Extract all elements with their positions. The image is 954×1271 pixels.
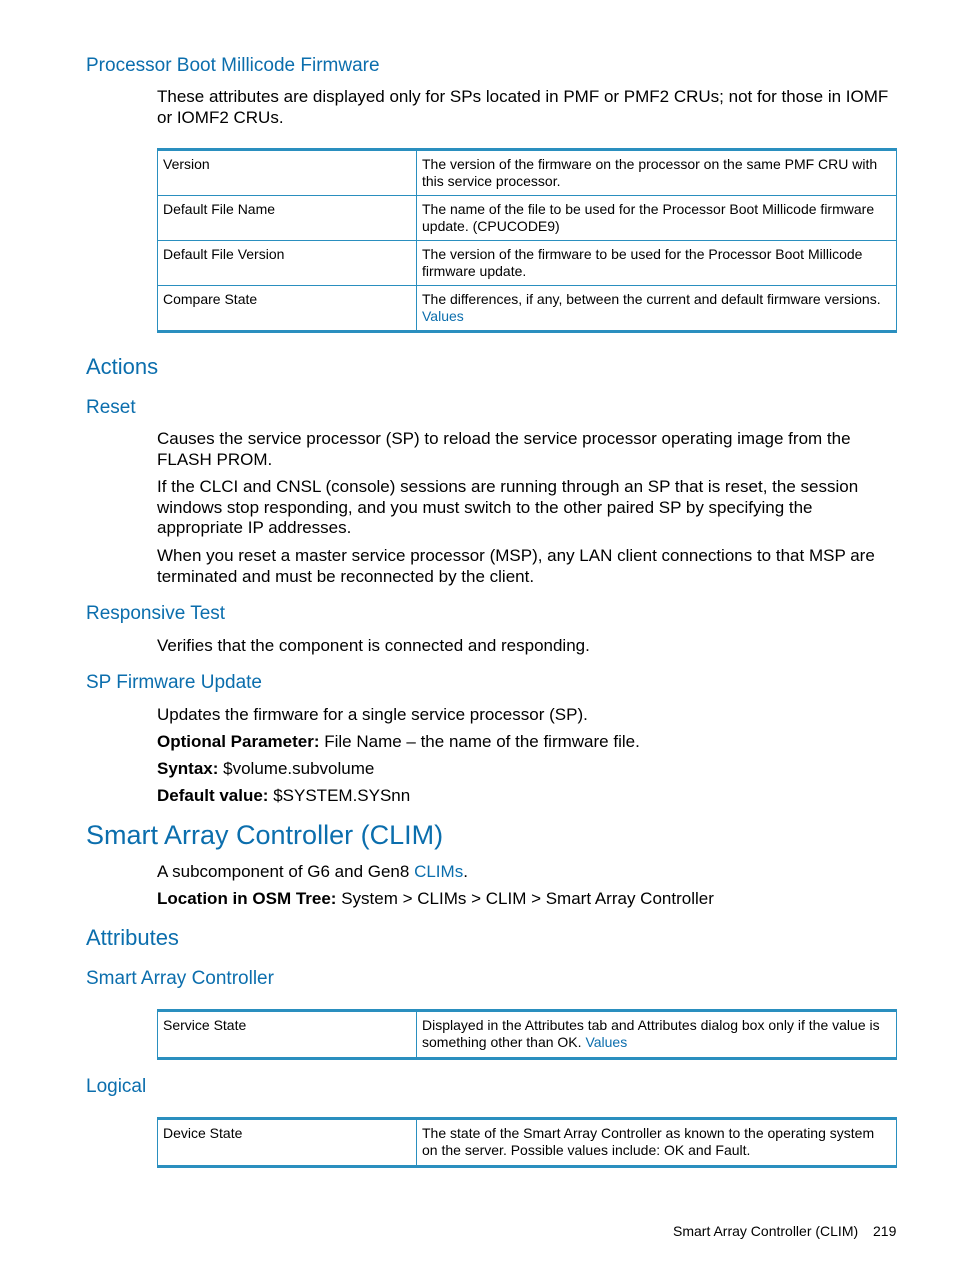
fw-update-syntax: Syntax: $volume.subvolume	[157, 759, 375, 778]
actions-heading: Actions	[86, 354, 159, 379]
footer-title: Smart Array Controller (CLIM)	[673, 1223, 859, 1239]
table-row	[158, 241, 897, 286]
attr-name: Default File Name	[158, 196, 417, 241]
attr-name: Version	[158, 150, 417, 196]
sac-subheading: Smart Array Controller	[86, 968, 274, 989]
logical-heading: Logical	[86, 1076, 147, 1097]
sac-intro: A subcomponent of G6 and Gen8 CLIMs.	[157, 862, 468, 881]
table-row	[158, 1011, 897, 1059]
reset-paragraph-3: When you reset a master service processor (MSP), any LAN client connections to that MSP are terminated and must be reconnected by the client.	[157, 546, 875, 586]
clims-link[interactable]: CLIMs	[414, 862, 464, 881]
attr-desc: The name of the file to be used for the Processor Boot Millicode firmware update. (CPUCODE9)	[417, 196, 897, 241]
fw-update-heading: SP Firmware Update	[86, 672, 262, 693]
reset-heading: Reset	[86, 397, 136, 418]
page-number: 219	[873, 1223, 897, 1239]
values-link[interactable]: Values	[422, 308, 464, 324]
fw-update-paragraph: Updates the firmware for a single service processor (SP).	[157, 705, 588, 724]
attr-desc: The version of the firmware to be used for the Processor Boot Millicode firmware update.	[417, 241, 897, 286]
attr-desc: The version of the firmware on the processor on the same PMF CRU with this service processor.	[417, 150, 897, 196]
values-link[interactable]: Values	[585, 1034, 628, 1050]
attr-desc: The state of the Smart Array Controller as known to the operating system on the server. Possible values include: OK and Fault.	[417, 1119, 897, 1167]
reset-paragraph-1: Causes the service processor (SP) to reload the service processor operating image from the FLASH PROM.	[157, 429, 851, 469]
reset-paragraph-2: If the CLCI and CNSL (console) sessions are running through an SP that is reset, the session windows stop responding, and you must switch to the other paired SP by specifying the appropriate IP addresses.	[157, 477, 859, 537]
table-row	[158, 150, 897, 196]
sac-attributes-table	[157, 1009, 897, 1060]
attr-desc: The differences, if any, between the current and default firmware versions. Values	[417, 286, 897, 332]
table-row	[158, 196, 897, 241]
attr-name: Device State	[158, 1119, 417, 1167]
fw-update-default: Default value: $SYSTEM.SYSnn	[157, 786, 411, 805]
pmf-attributes-table	[157, 148, 897, 333]
sac-heading: Smart Array Controller (CLIM)	[86, 820, 444, 850]
sac-location: Location in OSM Tree: System > CLIMs > CLIM > Smart Array Controller	[157, 889, 714, 908]
table-row	[158, 1119, 897, 1167]
attributes-heading: Attributes	[86, 925, 179, 950]
table-row	[158, 286, 897, 332]
logical-attributes-table	[157, 1117, 897, 1168]
section-heading-pmf: Processor Boot Millicode Firmware	[86, 55, 380, 76]
responsive-test-paragraph: Verifies that the component is connected and responding.	[157, 636, 590, 655]
attr-name: Compare State	[158, 286, 417, 332]
attr-name: Default File Version	[158, 241, 417, 286]
pmf-intro: These attributes are displayed only for SPs located in PMF or PMF2 CRUs; not for those in IOMF or IOMF2 CRUs.	[157, 87, 889, 127]
attr-desc: Displayed in the Attributes tab and Attributes dialog box only if the value is something other than OK. Values	[417, 1011, 897, 1059]
attr-name: Service State	[158, 1011, 417, 1059]
responsive-test-heading: Responsive Test	[86, 603, 226, 624]
fw-update-optional-param: Optional Parameter: File Name – the name of the firmware file.	[157, 732, 640, 751]
